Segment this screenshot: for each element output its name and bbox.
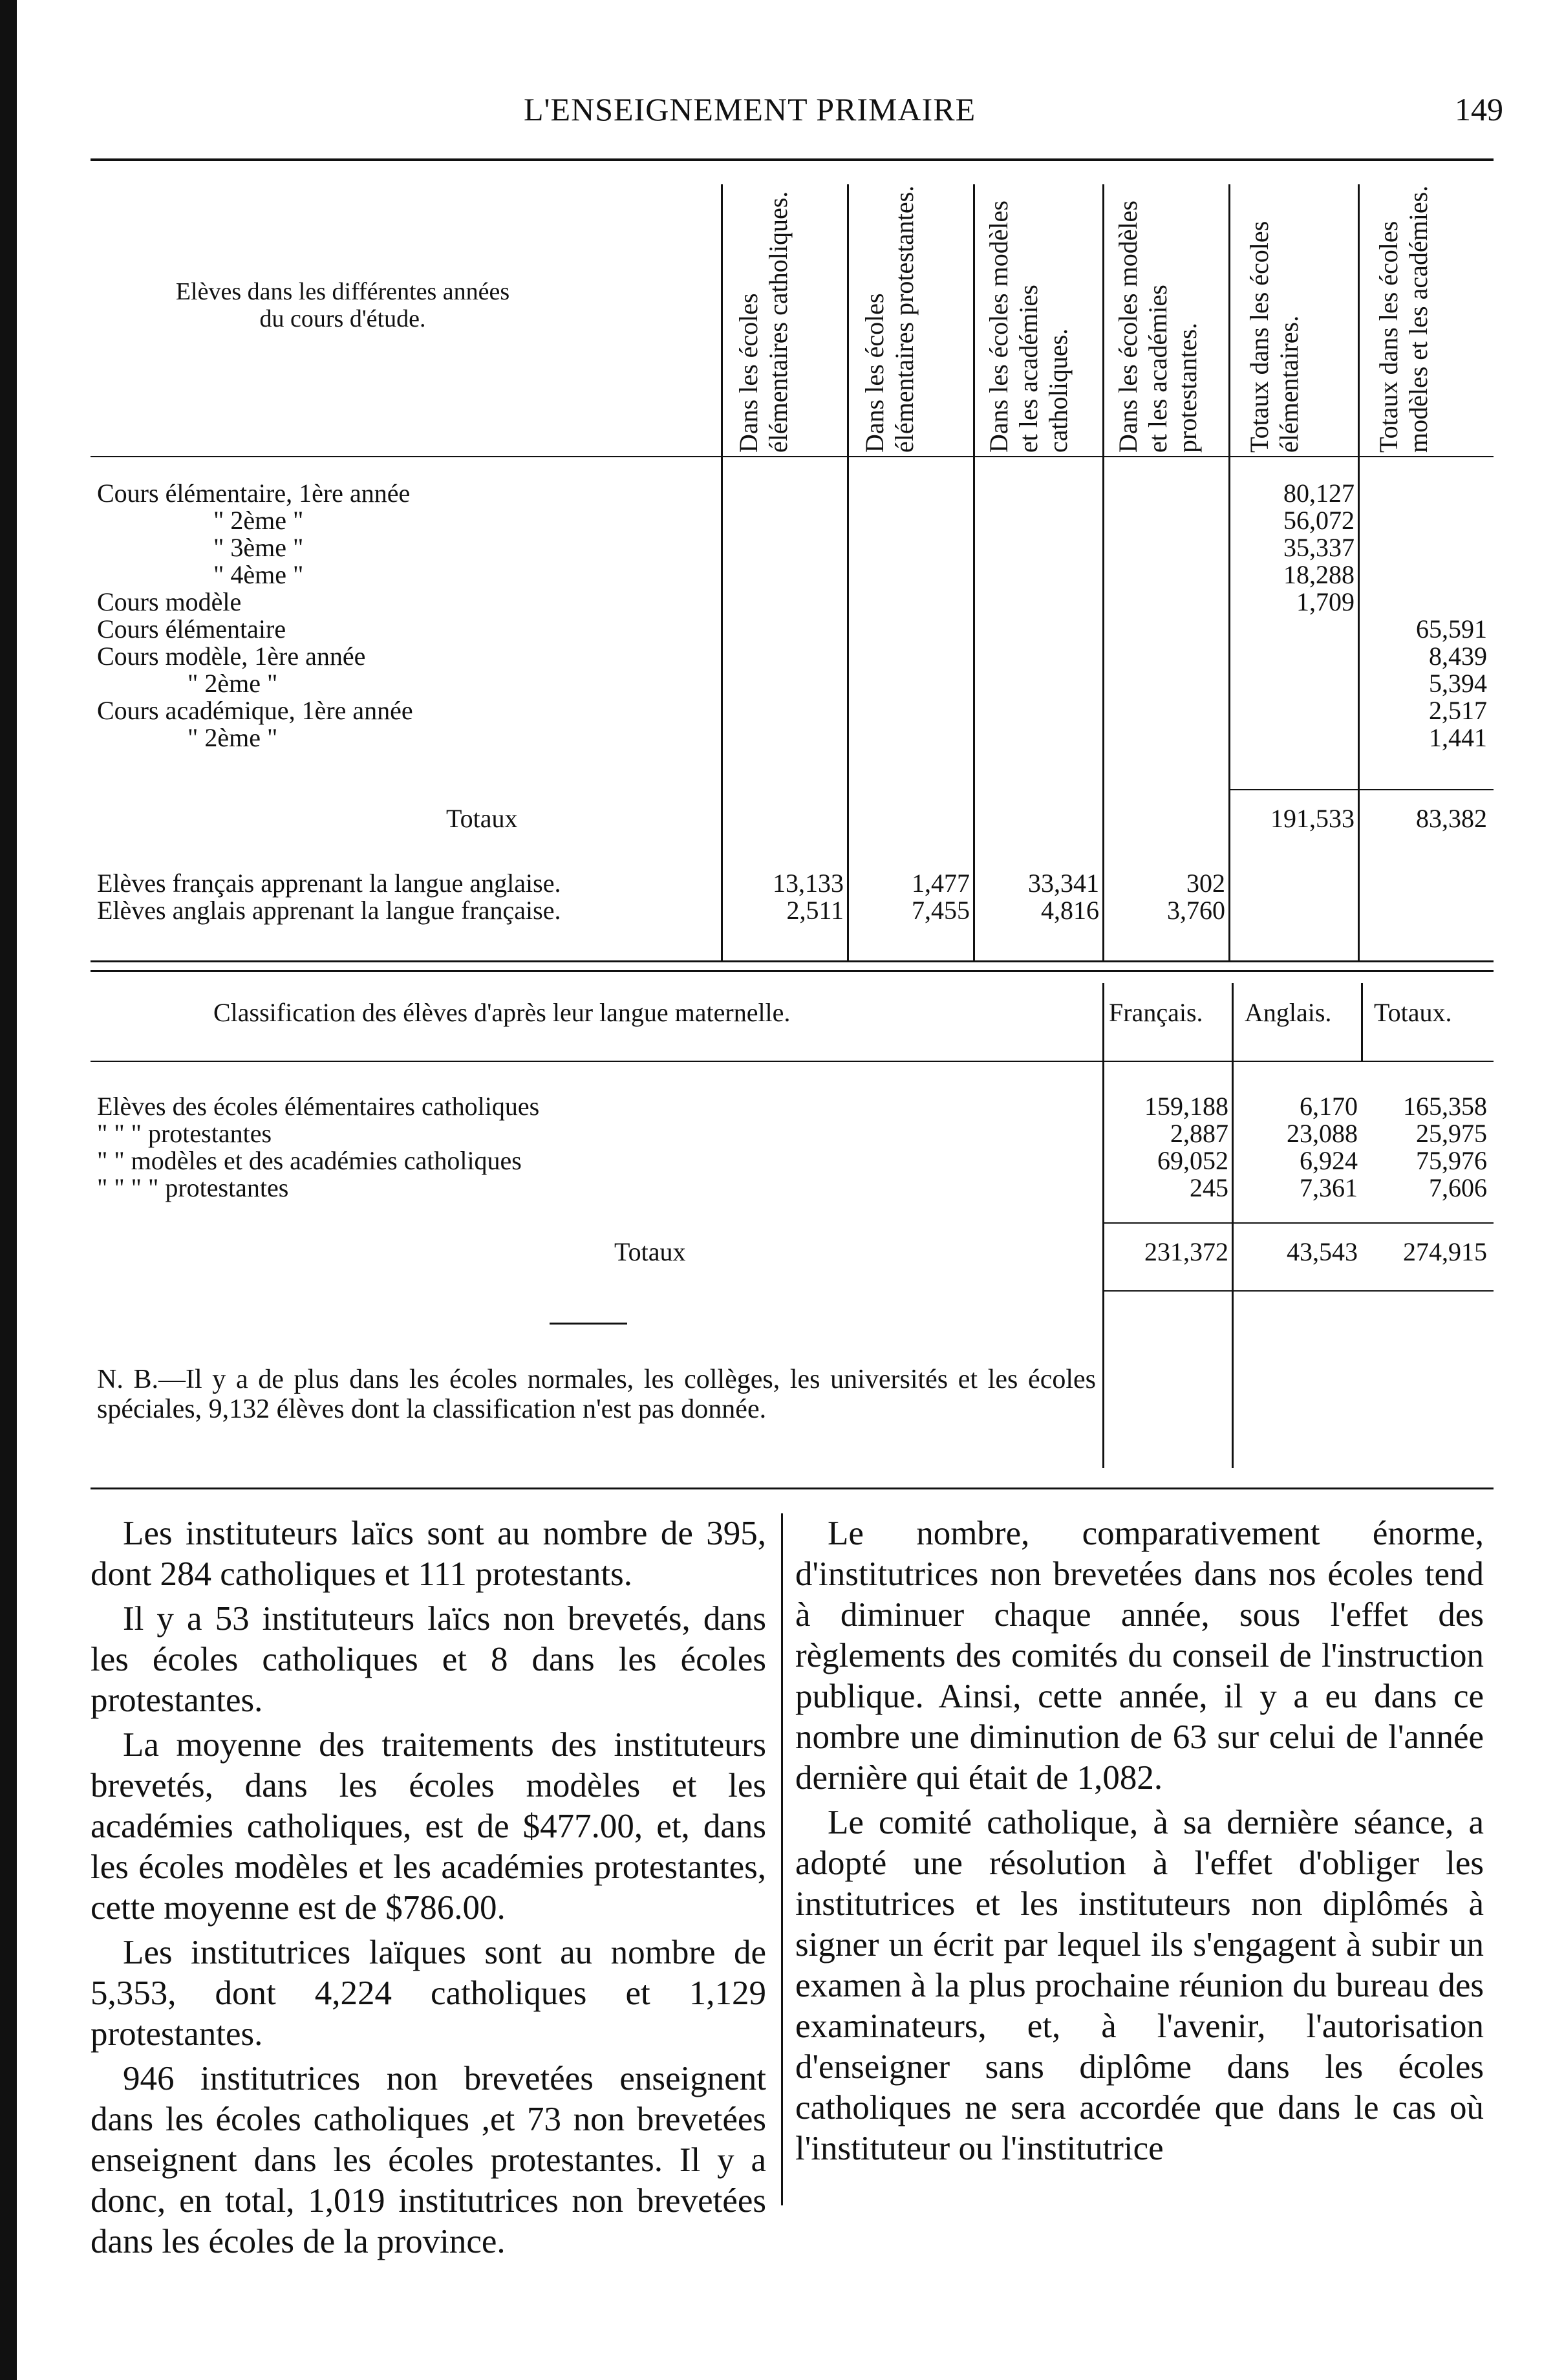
cell-tot-elem: 18,288: [1283, 560, 1355, 589]
col-header-elem-prot: Dans les écoles élémentaires protestantes.: [860, 185, 919, 453]
section-rule: [91, 970, 1494, 972]
cell-tot-elem: 56,072: [1283, 506, 1355, 535]
row-label: " " " " protestantes: [97, 1173, 289, 1202]
col-header-tot-mod: Totaux dans les écoles modèles et les académies.: [1374, 185, 1433, 453]
lang-cell: 2,511: [786, 896, 844, 925]
cell-tot-mod: 2,517: [1429, 696, 1487, 725]
totals-en: 43,543: [1287, 1237, 1358, 1266]
lang-cell: 7,455: [912, 896, 970, 925]
paragraph: Le nombre, comparativement énorme, d'institutrices non brevetées dans nos écoles tend à diminuer chaque année, sous l'effet des règlements des comités du conseil de l'instruction publique. Ainsi, cette année, il y a eu dans ce nombre une diminution de 63 sur celui de l'année dernière qui était de 1,082.: [795, 1515, 1484, 1797]
cell-tot: 165,358: [1403, 1092, 1487, 1121]
col-sep: [973, 184, 975, 960]
page-header-title: L'ENSEIGNEMENT PRIMAIRE: [524, 91, 976, 127]
totals-tot-mod: 83,382: [1416, 804, 1487, 833]
col-sep: [847, 184, 849, 960]
section-rule: [91, 960, 1494, 962]
cell-tot-elem: 1,709: [1296, 587, 1355, 616]
row-label: Cours académique, 1ère année: [97, 696, 413, 725]
cell-tot: 25,975: [1416, 1119, 1487, 1148]
lang-row-label: Elèves anglais apprenant la langue française.: [97, 896, 561, 925]
paragraph: Il y a 53 instituteurs laïcs non brevetés, dans les écoles catholiques et 8 dans les écoles protestantes.: [91, 1600, 766, 1719]
row-label: " " " protestantes: [97, 1119, 272, 1148]
lang-cell: 3,760: [1167, 896, 1225, 925]
cell-tot-elem: 80,127: [1283, 479, 1355, 508]
body-left-column: [91, 1513, 766, 2262]
totals-rule: [1102, 1290, 1494, 1292]
cell-fr: 245: [1190, 1173, 1228, 1202]
section-rule: [91, 1488, 1494, 1489]
cell-tot-mod: 1,441: [1429, 723, 1487, 752]
row-label: Cours élémentaire, 1ère année: [97, 479, 411, 508]
col-header-elem-cath: Dans les écoles élémentaires catholiques.: [734, 191, 793, 453]
col-header-anglais: Anglais.: [1245, 998, 1332, 1027]
cell-fr: 159,188: [1144, 1092, 1228, 1121]
col-header-francais: Français.: [1109, 998, 1203, 1027]
paragraph: Le comité catholique, à sa dernière séance, a adopté une résolution à l'effet d'obliger les institutrices et les instituteurs non diplômés à signer un écrit par lequel ils s'engagent à subir un examen à la plus prochaine réunion du bureau des examinateurs, et, à l'avenir, l'autorisation d'enseigner sans diplôme dans les écoles catholiques ne sera accordée que dans le cas où l'instituteur ou l'institutrice: [795, 1804, 1484, 2167]
cell-tot-elem: 35,337: [1283, 533, 1355, 562]
cell-tot-mod: 65,591: [1416, 614, 1487, 644]
totals-rule: [1228, 789, 1494, 790]
row-label: Cours modèle: [97, 587, 242, 616]
lang-cell: 1,477: [912, 869, 970, 898]
paragraph: Les institutrices laïques sont au nombre de 5,353, dont 4,224 catholiques et 1,129 protestantes.: [91, 1934, 766, 2053]
totals-rule: [1102, 1222, 1494, 1224]
stub-header: Elèves dans les différentes années du cours d'étude.: [175, 278, 510, 332]
table2-header-rule: [91, 1061, 1494, 1062]
totals-tot-elem: 191,533: [1270, 804, 1355, 833]
cell-fr: 2,887: [1170, 1119, 1228, 1148]
lang-cell: 4,816: [1041, 896, 1099, 925]
col-sep: [721, 184, 723, 960]
paragraph: La moyenne des traitements des instituteurs brevetés, dans les écoles modèles et les académies catholiques, est de $477.00, et, dans les écoles modèles et les académies protestantes, cette moyenne est de $786.00.: [91, 1726, 766, 1927]
lang-row-label: Elèves français apprenant la langue anglaise.: [97, 869, 561, 898]
nb-note: N. B.—Il y a de plus dans les écoles normales, les collèges, les universités et les écoles spéciales, 9,132 élèves dont la classification n'est pas donnée.: [97, 1365, 1096, 1424]
col-header-mod-prot: Dans les écoles modèles et les académies protestantes.: [1113, 200, 1202, 453]
page-number: 149: [1455, 91, 1503, 127]
cell-en: 6,170: [1300, 1092, 1358, 1121]
lang-cell: 13,133: [773, 869, 844, 898]
row-label: Cours modèle, 1ère année: [97, 642, 366, 671]
totals-label: Totaux: [446, 804, 518, 833]
col-sep: [1228, 184, 1230, 960]
row-label: " 3ème ": [213, 533, 304, 562]
cell-tot: 7,606: [1429, 1173, 1487, 1202]
row-label: Elèves des écoles élémentaires catholiques: [97, 1092, 540, 1121]
table2-title: Classification des élèves d'après leur langue maternelle.: [213, 998, 791, 1027]
col-header-totaux: Totaux.: [1374, 998, 1452, 1027]
col-sep: [1102, 184, 1104, 960]
row-label: " 2ème ": [213, 506, 304, 535]
row-label: " " modèles et des académies catholiques: [97, 1146, 522, 1175]
totals-tot: 274,915: [1403, 1237, 1487, 1266]
cell-tot-mod: 5,394: [1429, 669, 1487, 698]
lang-cell: 33,341: [1028, 869, 1099, 898]
lang-cell: 302: [1186, 869, 1225, 898]
scan-edge: [0, 0, 17, 2380]
column-divider: [781, 1513, 783, 2205]
row-label: " 2ème ": [187, 669, 278, 698]
col-sep: [1358, 184, 1360, 960]
cell-en: 23,088: [1287, 1119, 1358, 1148]
col-header-tot-elem: Totaux dans les écoles élémentaires.: [1245, 221, 1303, 453]
cell-en: 6,924: [1300, 1146, 1358, 1175]
row-label: " 2ème ": [187, 723, 278, 752]
col-header-mod-cath: Dans les écoles modèles et les académies catholiques.: [984, 200, 1073, 453]
short-rule: [550, 1323, 627, 1325]
col-sep: [1102, 983, 1104, 1468]
header-bottom-rule: [91, 456, 1494, 457]
cell-fr: 69,052: [1157, 1146, 1228, 1175]
col-sep: [1232, 983, 1234, 1468]
paragraph: Les instituteurs laïcs sont au nombre de 395, dont 284 catholiques et 111 protestants.: [91, 1515, 766, 1593]
row-label: Cours élémentaire: [97, 614, 286, 644]
row-label: " 4ème ": [213, 560, 304, 589]
header-rule: [91, 158, 1494, 161]
paragraph: 946 institutrices non brevetées enseignent dans les écoles catholiques ,et 73 non brevetées enseignent dans les écoles protestantes. Il y a donc, en total, 1,019 institutrices non brevetées dans les écoles de la province.: [91, 2060, 766, 2260]
cell-tot: 75,976: [1416, 1146, 1487, 1175]
col-sep: [1361, 983, 1363, 1061]
body-right-column: [795, 1513, 1484, 2169]
totals-fr: 231,372: [1144, 1237, 1228, 1266]
totals-label: Totaux: [614, 1237, 686, 1266]
cell-en: 7,361: [1300, 1173, 1358, 1202]
cell-tot-mod: 8,439: [1429, 642, 1487, 671]
